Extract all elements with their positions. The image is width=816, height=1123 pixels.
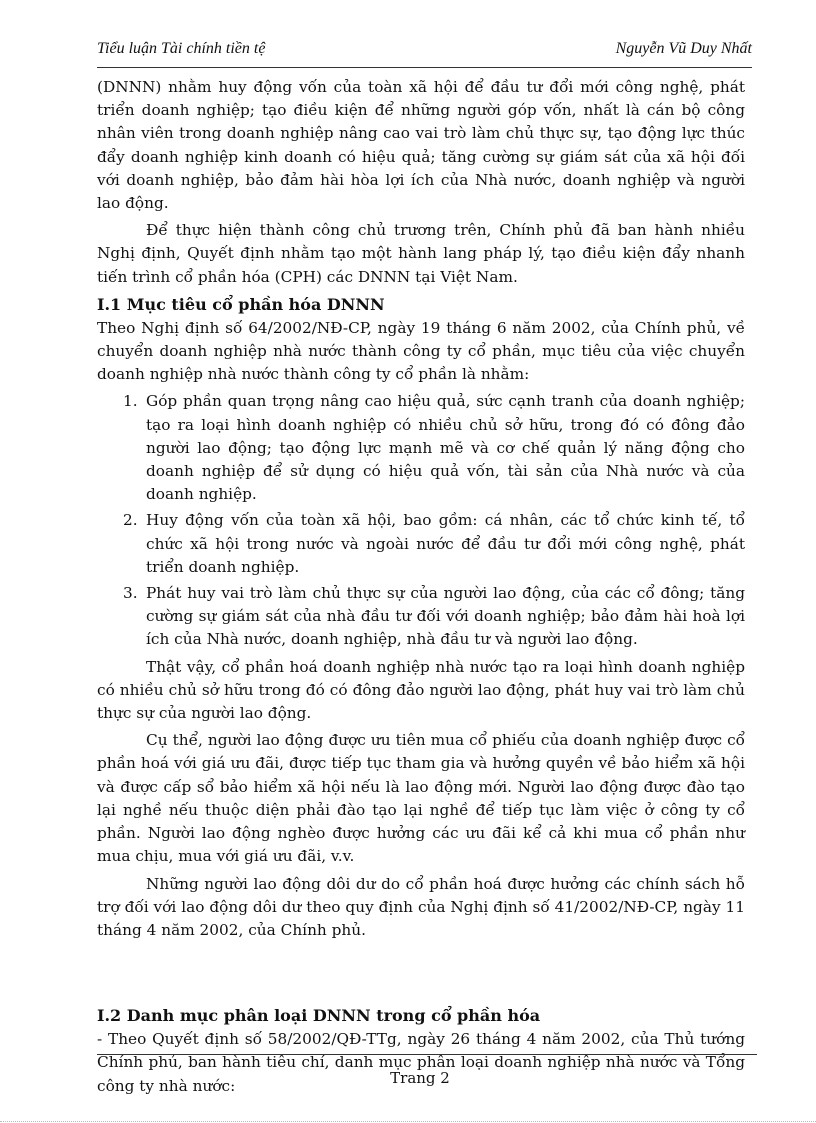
document-body xyxy=(97,76,745,1102)
list-item xyxy=(97,509,745,579)
section-heading-1-1: I.1 Mục tiêu cổ phần hóa DNNN xyxy=(97,294,385,314)
list-text: Phát huy vai trò làm chủ thực sự của người lao động, của các cổ đông; tăng cường sự giám sát của nhà đầu tư đối với doanh nghiệp; bảo đảm hài hoà lợi ích của Nhà nước, doanh nghiệp, nhà đầu tư và người lao động. xyxy=(146,584,745,649)
header-title: Tiểu luận Tài chính tiền tệ xyxy=(97,40,266,57)
paragraph-2: Để thực hiện thành công chủ trương trên, Chính phủ đã ban hành nhiều Nghị định, Quyết định nhằm tạo một hành lang pháp lý, tạo điều kiện đẩy nhanh tiến trình cổ phần hóa (CPH) các DNNN tại Việt Nam. xyxy=(97,221,745,286)
page-header xyxy=(97,40,752,58)
list-item xyxy=(97,582,745,652)
paragraph-5: Cụ thể, người lao động được ưu tiên mua cổ phiếu của doanh nghiệp được cổ phần hoá với giá ưu đãi, được tiếp tục tham gia và hưởng quyền về bảo hiểm xã hội và được cấp sổ bảo hiểm xã hội nếu là lao động mới. Người lao động được đào tạo lại nghề nếu thuộc diện phải đào tạo lại nghề để tiếp tục làm việc ở công ty cổ phần. Người lao động nghèo được hưởng các ưu đãi kể cả khi mua cổ phần như mua chịu, mua với giá ưu đãi, v.v. xyxy=(97,731,745,866)
list-text: Góp phần quan trọng nâng cao hiệu quả, sức cạnh tranh của doanh nghiệp; tạo ra loại hình doanh nghiệp có nhiều chủ sở hữu, trong đó có đông đảo người lao động; tạo động lực mạnh mẽ và cơ chế quản lý năng động cho doanh nghiệp để sử dụng có hiệu quả vốn, tài sản của Nhà nước và của doanh nghiệp. xyxy=(146,392,745,504)
header-author: Nguyễn Vũ Duy Nhất xyxy=(615,40,752,57)
paragraph-3: Theo Nghị định số 64/2002/NĐ-CP, ngày 19 tháng 6 năm 2002, của Chính phủ, về chuyển doanh nghiệp nhà nước thành công ty cổ phần, mục tiêu của việc chuyển doanh nghiệp nhà nước thành công ty cổ phần là nhằm: xyxy=(97,318,745,384)
list-item xyxy=(97,390,745,506)
list-number: 1. xyxy=(123,392,138,411)
footer-divider xyxy=(97,1054,757,1055)
blank-space xyxy=(97,946,745,1002)
list-number: 3. xyxy=(123,584,138,603)
paragraph-7: - Theo Quyết định số 58/2002/QĐ-TTg, ngày 26 tháng 4 năm 2002, của Thủ tướng Chính phủ, ban hành tiêu chí, danh mục phân loại doanh nghiệp nhà nước và Tổng công ty nhà nước: xyxy=(97,1030,745,1095)
objectives-list xyxy=(97,390,745,651)
page-boundary xyxy=(0,1121,816,1122)
paragraph-6: Những người lao động dôi dư do cổ phần hoá được hưởng các chính sách hỗ trợ đối với lao động dôi dư theo quy định của Nghị định số 41/2002/NĐ-CP, ngày 11 tháng 4 năm 2002, của Chính phủ. xyxy=(97,874,745,939)
header-divider xyxy=(97,67,752,68)
paragraph-1: (DNNN) nhằm huy động vốn của toàn xã hội để đầu tư đổi mới công nghệ, phát triển doanh nghiệp; tạo điều kiện để những người góp vốn, nhất là cán bộ công nhân viên trong doanh nghiệp nâng cao vai trò làm chủ thực sự, tạo động lực thúc đẩy doanh nghiệp kinh doanh có hiệu quả; tăng cường sự giám sát của xã hội đối với doanh nghiệp, bảo đảm hài hòa lợi ích của Nhà nước, doanh nghiệp và người lao động. xyxy=(97,78,745,213)
list-text: Huy động vốn của toàn xã hội, bao gồm: cá nhân, các tổ chức kinh tế, tổ chức xã hội trong nước và ngoài nước để đầu tư đổi mới công nghệ, phát triển doanh nghiệp. xyxy=(146,511,745,576)
page-number: Trang 2 xyxy=(390,1069,450,1087)
section-heading-1-2: I.2 Danh mục phân loại DNNN trong cổ phần hóa xyxy=(97,1006,541,1026)
paragraph-4: Thật vậy, cổ phần hoá doanh nghiệp nhà nước tạo ra loại hình doanh nghiệp có nhiều chủ sở hữu trong đó có đông đảo người lao động, phát huy vai trò làm chủ thực sự của người lao động. xyxy=(97,657,745,723)
list-number: 2. xyxy=(123,511,138,530)
